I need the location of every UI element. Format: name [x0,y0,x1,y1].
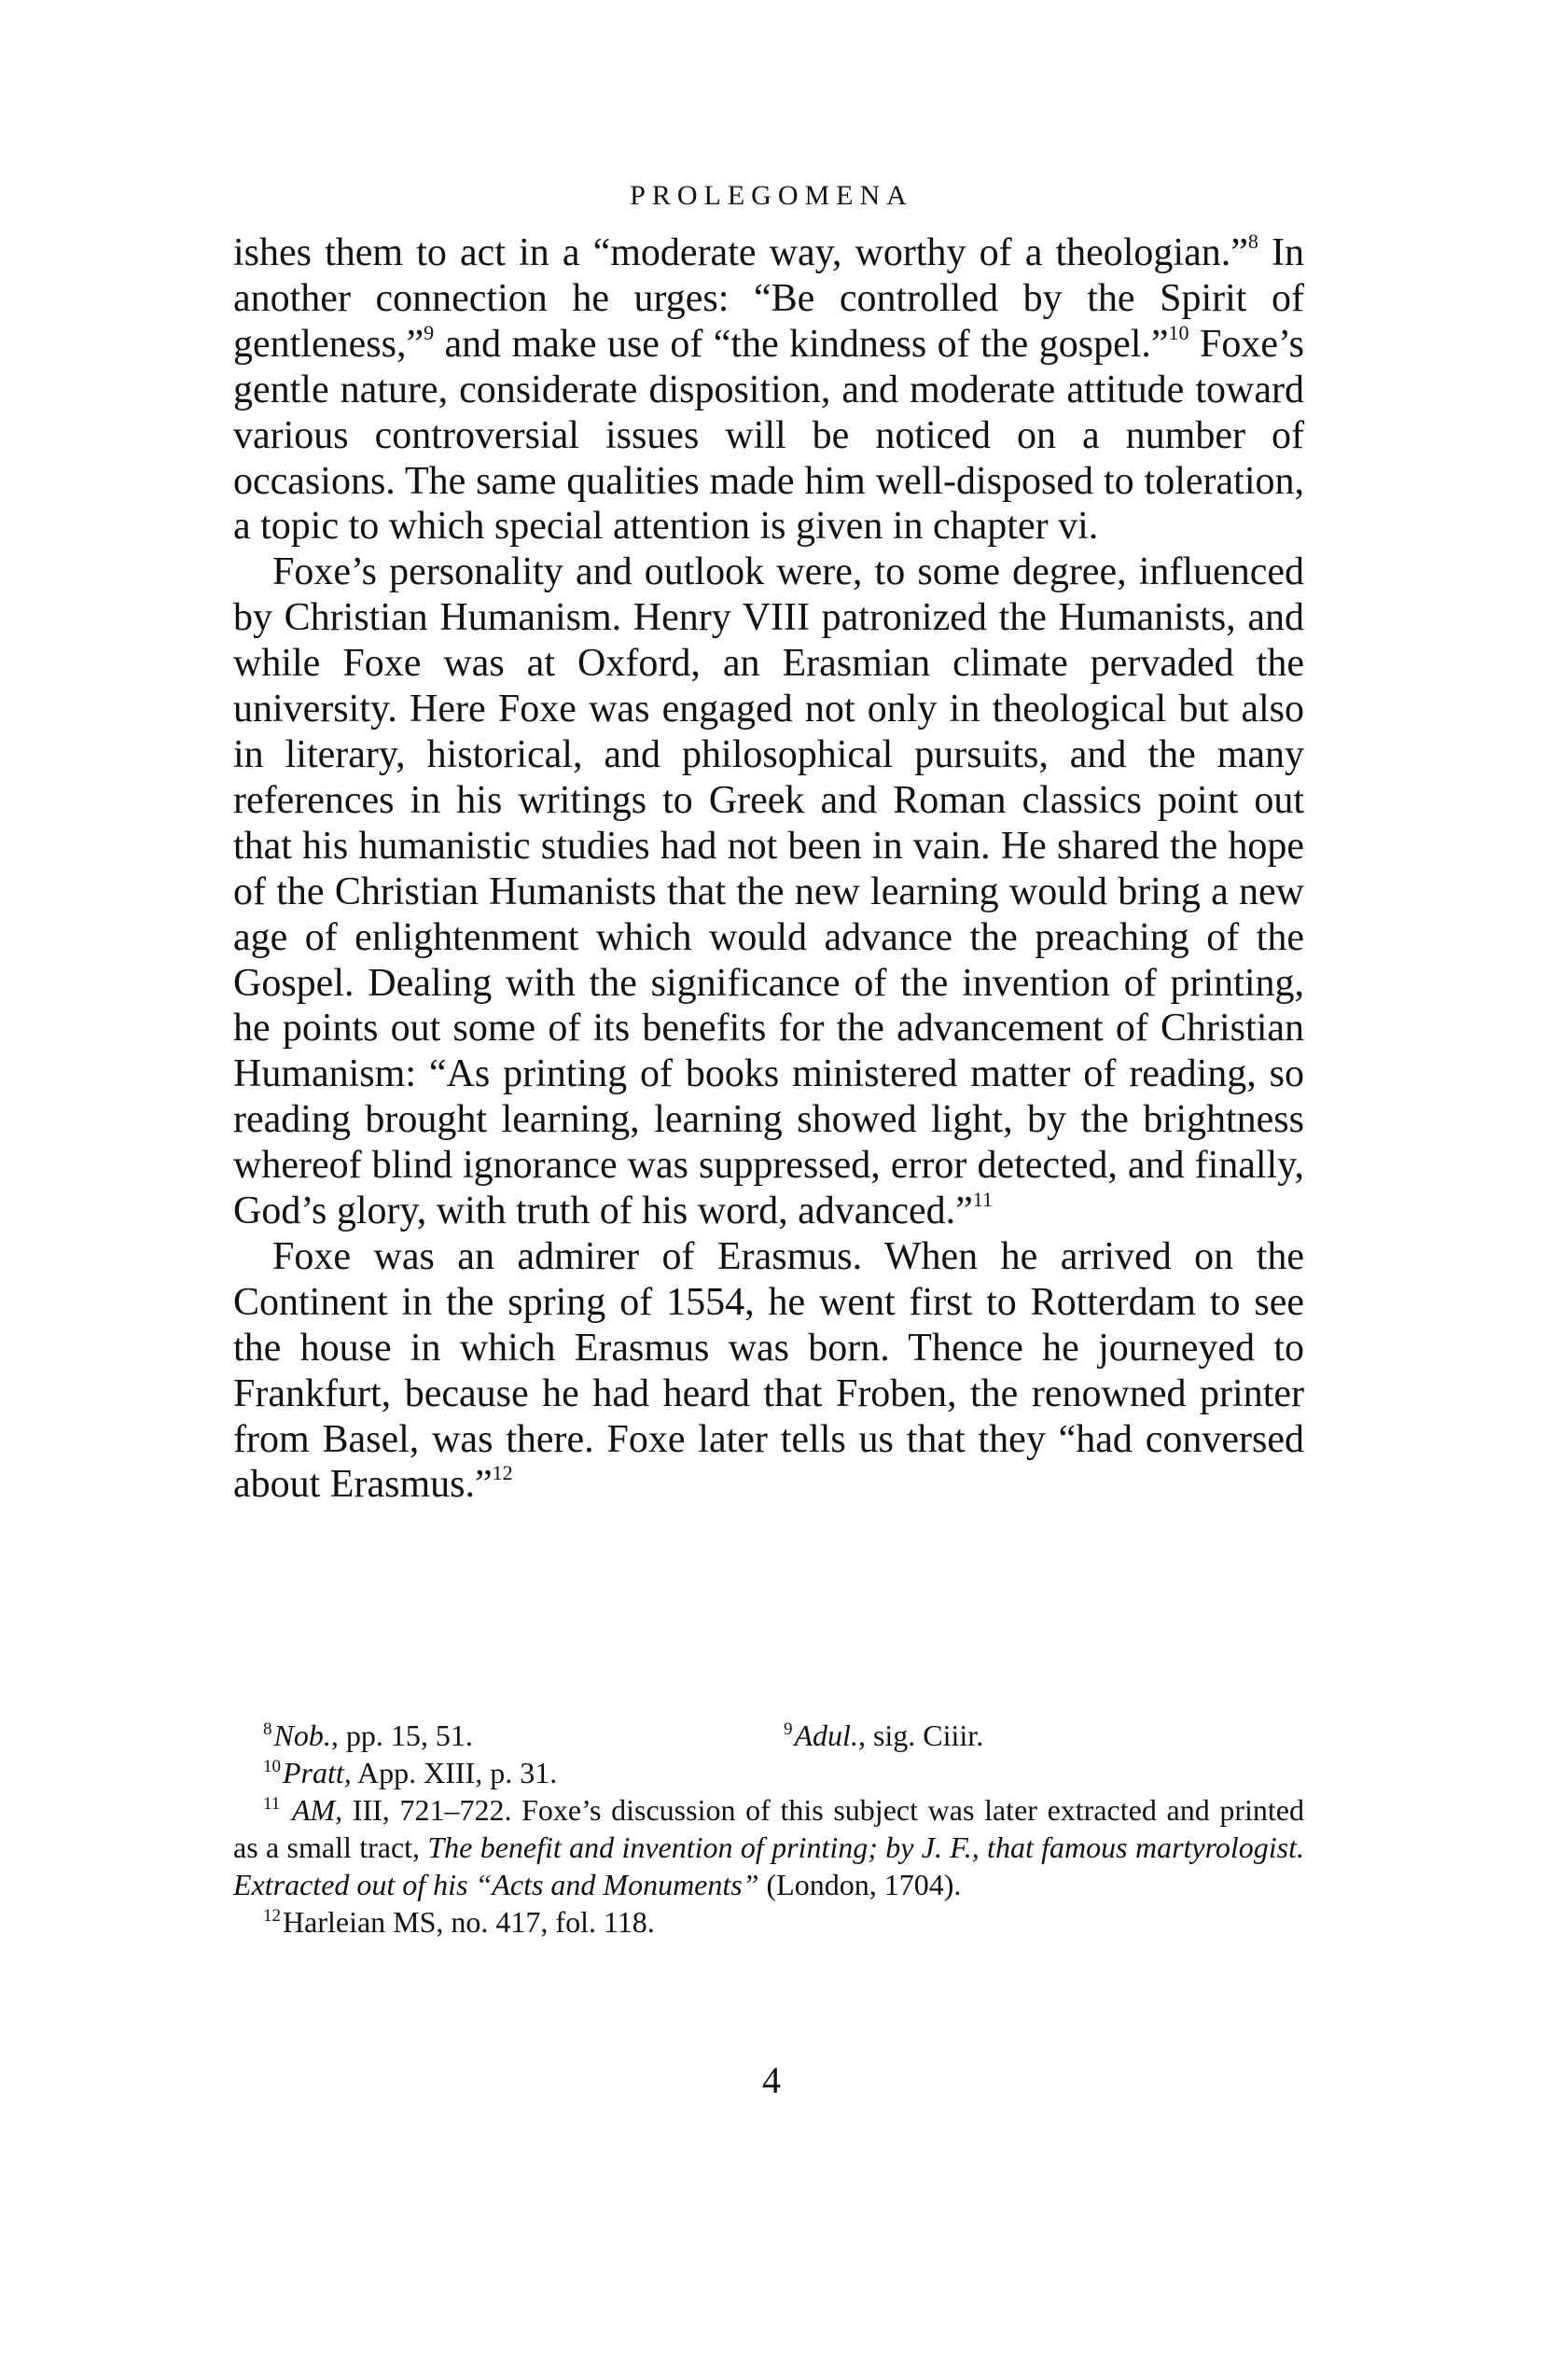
footnote [233,1903,1304,1941]
footnote-reference: 9 [424,320,435,344]
body-text [233,230,1304,1508]
footnote-reference: 10 [1168,320,1189,344]
paragraph-text: Foxe was an admirer of Erasmus. When he arrived on the Continent in the spring of 1554, he went first to Rotterdam to see the house in which Erasmus was born. Thence he journeyed to Frankfurt, because he had heard that Froben, the renowned printer from Basel, was there. Foxe later tells us that they “had conversed about Erasmus.” [233,1234,1304,1507]
footnote-text: , pp. 15, 51. [330,1719,473,1752]
footnote-title: AM, [291,1793,343,1827]
footnote-number: 8 [263,1719,272,1739]
page-number: 4 [762,2059,781,2101]
footnote-text: III, 721–722. Foxe’s discussion of this subject was later extracted and printed as a small tract, [233,1793,1305,1864]
footnote [784,1717,1304,1754]
footnote-number: 9 [784,1719,793,1739]
footnote-reference: 12 [492,1461,513,1485]
footnote-reference: 8 [1247,230,1258,253]
footnote-text: App. XIII, p. 31. [351,1756,558,1789]
paragraph [233,550,1304,1234]
running-head: PROLEGOMENA [630,180,913,211]
paragraph-text: and make use of “the kindness of the gospel.” [434,322,1169,366]
footnote-number: 10 [263,1757,281,1776]
footnote-text: Harleian MS, no. 417, fol. 118. [283,1905,655,1939]
footnote-book-title: The benefit and invention of printing; by J. F., that famous martyrologist. Extracted out of his “Acts and Monuments” [233,1830,1305,1901]
footnote-title: Adul. [794,1719,858,1752]
footnote [233,1791,1304,1903]
paragraph-text: In another connection he urges: “Be controlled by the Spirit of gentleness,” [233,231,1304,366]
paragraph [233,1234,1304,1508]
footnote-title: Nob. [273,1719,331,1752]
footnotes [233,1717,1304,1941]
paragraph-text: ishes them to act in a “moderate way, worthy of a theologian.” [233,231,1248,274]
paragraph [233,230,1304,550]
paragraph-text: Foxe’s gentle nature, considerate disposition, and moderate attitude toward various controversial issues will be noticed on a number of occasions. The same qualities made him well-disposed to toleration, a topic to which special attention is given in chapter vi. [233,322,1304,549]
footnote-row [233,1717,1304,1754]
footnote-text: , sig. Ciiir. [857,1719,984,1752]
footnote-reference: 11 [972,1188,993,1212]
footnote-title: Pratt, [283,1756,352,1789]
footnote [233,1754,1304,1791]
footnote [233,1717,784,1754]
footnote-text: (London, 1704). [758,1868,962,1901]
footnote-number: 12 [263,1906,281,1926]
paragraph-text: Foxe’s personality and outlook were, to some degree, influenced by Christian Humanism. Henry VIII patronized the Humanists, and while Foxe was at Oxford, an Erasmian climate pervaded the university. Here Foxe was engaged not only in theological but also in literary, historical, and philosophical pursuits, and the many references in his writings to Greek and Roman classics point out that his humanistic studies had not been in vain. He shared the hope of the Christian Humanists that the new learning would bring a new age of enlightenment which would advance the preaching of the Gospel. Dealing with the significance of the invention of printing, he points out some of its benefits for the advancement of Christian Humanism: “As printing of books ministered matter of reading, so reading brought learning, learning showed light, by the brightness whereof blind ignorance was suppressed, error detected, and finally, God’s glory, with truth of his word, advanced.” [233,550,1304,1233]
footnote-number: 11 [263,1794,281,1814]
